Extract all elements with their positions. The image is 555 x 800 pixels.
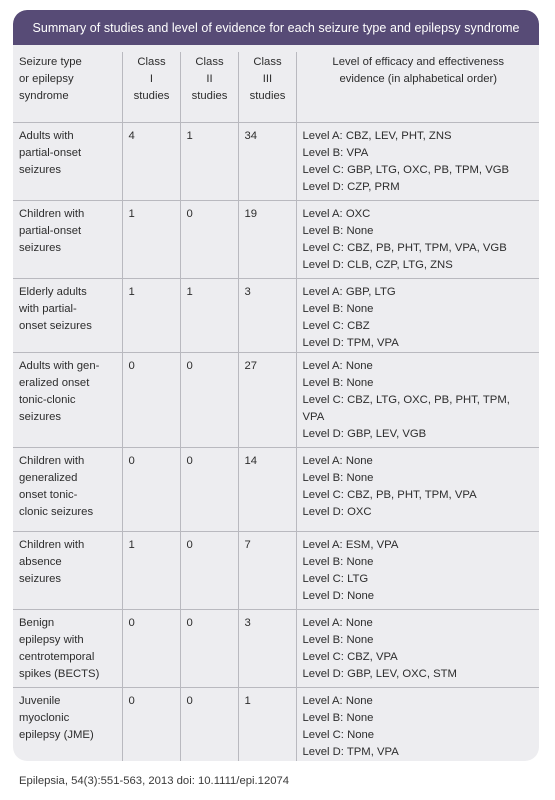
evidence-line: Level B: None bbox=[302, 377, 374, 389]
seizure-type-line: seizures bbox=[19, 411, 62, 423]
evidence-cell bbox=[296, 532, 539, 610]
evidence-cell bbox=[296, 279, 539, 353]
class-2-count: 0 bbox=[180, 610, 238, 688]
evidence-line: Level D: GBP, LEV, OXC, STM bbox=[302, 668, 457, 680]
seizure-type-cell bbox=[13, 123, 122, 201]
class-2-count: 1 bbox=[180, 123, 238, 201]
header-class-2: Class II studies bbox=[180, 52, 238, 123]
seizure-type-cell bbox=[13, 279, 122, 353]
evidence-line: Level A: None bbox=[302, 617, 373, 629]
evidence-line: Level B: None bbox=[302, 472, 374, 484]
evidence-line: Level C: CBZ, LTG, OXC, PB, PHT, TPM, bbox=[302, 394, 510, 406]
seizure-type-line: seizures bbox=[19, 164, 62, 176]
class-3-count: 3 bbox=[238, 279, 296, 353]
class-1-count: 1 bbox=[122, 201, 180, 279]
evidence-line: Level D: CZP, PRM bbox=[302, 181, 400, 193]
summary-card bbox=[13, 10, 539, 761]
evidence-line: Level A: None bbox=[302, 695, 373, 707]
table-row bbox=[13, 688, 539, 762]
evidence-line: Level C: CBZ bbox=[302, 320, 370, 332]
class-2-count: 0 bbox=[180, 448, 238, 532]
class-1-count: 1 bbox=[122, 532, 180, 610]
evidence-line: Level A: None bbox=[302, 455, 373, 467]
evidence-line: Level B: None bbox=[302, 712, 374, 724]
header-seizure-type: Seizure type or epilepsy syndrome bbox=[13, 52, 122, 123]
class-1-count: 1 bbox=[122, 279, 180, 353]
evidence-line: Level D: TPM, VPA bbox=[302, 337, 399, 349]
evidence-line: Level B: None bbox=[302, 634, 374, 646]
evidence-line: Level C: CBZ, PB, PHT, TPM, VPA bbox=[302, 489, 477, 501]
evidence-line: Level D: None bbox=[302, 590, 375, 602]
header-row bbox=[13, 52, 539, 123]
class-3-count: 1 bbox=[238, 688, 296, 762]
seizure-type-line: Adults with bbox=[19, 130, 74, 142]
seizure-type-line: generalized bbox=[19, 472, 78, 484]
seizure-type-line: onset seizures bbox=[19, 320, 92, 332]
table-row bbox=[13, 123, 539, 201]
seizure-type-cell bbox=[13, 201, 122, 279]
table-row bbox=[13, 279, 539, 353]
table-row bbox=[13, 610, 539, 688]
seizure-type-line: seizures bbox=[19, 242, 62, 254]
seizure-type-line: seizures bbox=[19, 573, 62, 585]
seizure-type-line: with partial- bbox=[19, 303, 77, 315]
seizure-type-line: myoclonic bbox=[19, 712, 70, 724]
seizure-type-line: centrotemporal bbox=[19, 651, 95, 663]
class-3-count: 3 bbox=[238, 610, 296, 688]
class-1-count: 0 bbox=[122, 688, 180, 762]
evidence-line: Level C: GBP, LTG, OXC, PB, TPM, VGB bbox=[302, 164, 510, 176]
class-2-count: 0 bbox=[180, 688, 238, 762]
class-2-count: 1 bbox=[180, 279, 238, 353]
seizure-type-line: absence bbox=[19, 556, 62, 568]
class-3-count: 34 bbox=[238, 123, 296, 201]
seizure-type-line: Benign bbox=[19, 617, 55, 629]
evidence-table bbox=[13, 52, 539, 761]
header-class-1: Class I studies bbox=[122, 52, 180, 123]
evidence-line: Level A: ESM, VPA bbox=[302, 539, 399, 551]
evidence-line: Level D: GBP, LEV, VGB bbox=[302, 428, 427, 440]
seizure-type-cell bbox=[13, 532, 122, 610]
seizure-type-line: spikes (BECTS) bbox=[19, 668, 100, 680]
evidence-line: Level C: CBZ, VPA bbox=[302, 651, 398, 663]
citation-footer: Epilepsia, 54(3):551-563, 2013 doi: 10.1111/epi.12074 bbox=[19, 775, 290, 787]
evidence-line: Level C: None bbox=[302, 729, 375, 741]
table-title: Summary of studies and level of evidence for each seizure type and epilepsy syndrome bbox=[32, 20, 520, 35]
seizure-type-line: Children with bbox=[19, 539, 85, 551]
seizure-type-line: partial-onset bbox=[19, 225, 82, 237]
seizure-type-line: tonic-clonic bbox=[19, 394, 76, 406]
class-3-count: 27 bbox=[238, 353, 296, 448]
table-row bbox=[13, 353, 539, 448]
evidence-line: Level A: GBP, LTG bbox=[302, 286, 396, 298]
header-evidence: Level of efficacy and effectiveness evidence (in alphabetical order) bbox=[296, 52, 539, 123]
class-1-count: 0 bbox=[122, 610, 180, 688]
evidence-line: Level D: CLB, CZP, LTG, ZNS bbox=[302, 259, 453, 271]
seizure-type-line: onset tonic- bbox=[19, 489, 78, 501]
class-1-count: 0 bbox=[122, 448, 180, 532]
table-title-banner bbox=[13, 10, 539, 45]
class-3-count: 19 bbox=[238, 201, 296, 279]
seizure-type-line: eralized onset bbox=[19, 377, 90, 389]
class-1-count: 0 bbox=[122, 353, 180, 448]
evidence-line: Level D: TPM, VPA bbox=[302, 746, 399, 758]
evidence-line: Level C: CBZ, PB, PHT, TPM, VPA, VGB bbox=[302, 242, 507, 254]
seizure-type-line: Elderly adults bbox=[19, 286, 87, 298]
class-3-count: 7 bbox=[238, 532, 296, 610]
seizure-type-line: epilepsy (JME) bbox=[19, 729, 94, 741]
evidence-cell bbox=[296, 201, 539, 279]
evidence-line: Level D: OXC bbox=[302, 506, 372, 518]
evidence-line: Level A: OXC bbox=[302, 208, 371, 220]
evidence-line: Level B: VPA bbox=[302, 147, 369, 159]
seizure-type-line: Children with bbox=[19, 455, 85, 467]
seizure-type-line: clonic seizures bbox=[19, 506, 94, 518]
evidence-cell bbox=[296, 448, 539, 532]
evidence-cell bbox=[296, 610, 539, 688]
evidence-line: Level A: CBZ, LEV, PHT, ZNS bbox=[302, 130, 452, 142]
evidence-line: Level A: None bbox=[302, 360, 373, 372]
evidence-line: VPA bbox=[302, 411, 325, 423]
table-body bbox=[13, 123, 539, 762]
table-row bbox=[13, 448, 539, 532]
header-class-3: Class III studies bbox=[238, 52, 296, 123]
class-2-count: 0 bbox=[180, 353, 238, 448]
evidence-cell bbox=[296, 123, 539, 201]
seizure-type-line: epilepsy with bbox=[19, 634, 84, 646]
seizure-type-cell bbox=[13, 448, 122, 532]
evidence-line: Level C: LTG bbox=[302, 573, 369, 585]
seizure-type-cell bbox=[13, 610, 122, 688]
evidence-line: Level B: None bbox=[302, 556, 374, 568]
seizure-type-line: Juvenile bbox=[19, 695, 61, 707]
seizure-type-cell bbox=[13, 688, 122, 762]
seizure-type-cell bbox=[13, 353, 122, 448]
seizure-type-line: Adults with gen- bbox=[19, 360, 100, 372]
evidence-cell bbox=[296, 353, 539, 448]
class-1-count: 4 bbox=[122, 123, 180, 201]
table-row bbox=[13, 532, 539, 610]
class-2-count: 0 bbox=[180, 201, 238, 279]
class-3-count: 14 bbox=[238, 448, 296, 532]
evidence-line: Level B: None bbox=[302, 303, 374, 315]
seizure-type-line: partial-onset bbox=[19, 147, 82, 159]
seizure-type-line: Children with bbox=[19, 208, 85, 220]
table-row bbox=[13, 201, 539, 279]
evidence-cell bbox=[296, 688, 539, 762]
evidence-line: Level B: None bbox=[302, 225, 374, 237]
class-2-count: 0 bbox=[180, 532, 238, 610]
